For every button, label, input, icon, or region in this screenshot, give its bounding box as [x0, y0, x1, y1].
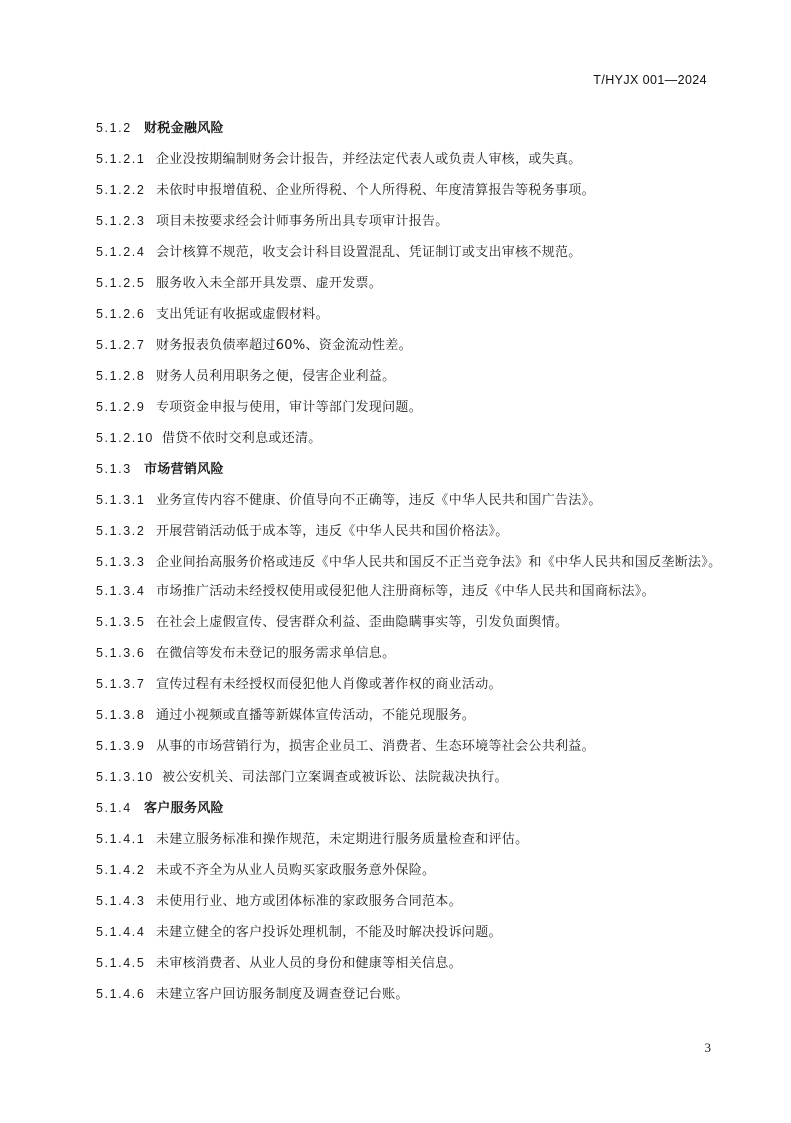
clause-number: 5.1.4.3 — [96, 894, 146, 908]
clause-number: 5.1.2.4 — [96, 245, 146, 259]
clause-item — [96, 581, 736, 602]
clause-text: 服务收入未全部开具发票、虚开发票。 — [156, 276, 383, 291]
clause-item — [96, 366, 736, 387]
clause-item — [96, 211, 736, 232]
clause-item — [96, 922, 736, 943]
clause-text: 未建立健全的客户投诉处理机制，不能及时解决投诉问题。 — [156, 925, 502, 940]
section-number: 5.1.3 — [96, 462, 132, 476]
section-heading — [96, 118, 736, 139]
clause-text: 宣传过程有未经授权而侵犯他人肖像或著作权的商业活动。 — [156, 677, 502, 692]
clause-text: 未依时申报增值税、企业所得税、个人所得税、年度清算报告等税务事项。 — [156, 183, 595, 198]
clause-item — [96, 674, 736, 695]
clause-number: 5.1.2.9 — [96, 400, 146, 414]
clause-text: 在社会上虚假宣传、侵害群众利益、歪曲隐瞒事实等，引发负面舆情。 — [156, 615, 569, 630]
clause-number: 5.1.4.5 — [96, 956, 146, 970]
section-heading — [96, 798, 736, 819]
clause-item — [96, 705, 736, 726]
clause-text: 未审核消费者、从业人员的身份和健康等相关信息。 — [156, 956, 462, 971]
clause-number: 5.1.3.7 — [96, 677, 146, 691]
clause-text: 财务人员利用职务之便，侵害企业利益。 — [156, 369, 396, 384]
clause-text: 借贷不依时交利息或还清。 — [162, 431, 322, 446]
clause-text: 市场推广活动未经授权使用或侵犯他人注册商标等，违反《中华人民共和国商标法》。 — [156, 584, 655, 599]
clause-text: 未建立服务标准和操作规范，未定期进行服务质量检查和评估。 — [156, 832, 529, 847]
clause-text: 企业间抬高服务价格或违反《中华人民共和国反不正当竞争法》和《中华人民共和国反垄断法》。 — [156, 555, 722, 570]
clause-number: 5.1.3.1 — [96, 493, 146, 507]
clause-number: 5.1.4.4 — [96, 925, 146, 939]
clause-number: 5.1.2.10 — [96, 431, 154, 445]
clause-number: 5.1.2.3 — [96, 214, 146, 228]
clause-number: 5.1.4.1 — [96, 832, 146, 846]
clause-item — [96, 643, 736, 664]
clause-text: 项目未按要求经会计师事务所出具专项审计报告。 — [156, 214, 449, 229]
clause-number: 5.1.3.9 — [96, 739, 146, 753]
clause-text: 被公安机关、司法部门立案调查或被诉讼、法院裁决执行。 — [162, 770, 508, 785]
clause-item — [96, 829, 736, 850]
clause-number: 5.1.3.3 — [96, 555, 146, 569]
clause-number: 5.1.4.2 — [96, 863, 146, 877]
clause-item — [96, 335, 736, 356]
clause-text: 会计核算不规范，收支会计科目设置混乱、凭证制订或支出审核不规范。 — [156, 245, 582, 260]
clause-item — [96, 304, 736, 325]
clause-item — [96, 397, 736, 418]
clause-item — [96, 860, 736, 881]
clause-text: 在微信等发布未登记的服务需求单信息。 — [156, 646, 396, 661]
clause-number: 5.1.3.10 — [96, 770, 154, 784]
clause-number: 5.1.3.2 — [96, 524, 146, 538]
clause-number: 5.1.2.7 — [96, 338, 146, 352]
clause-text: 未建立客户回访服务制度及调查登记台账。 — [156, 987, 409, 1002]
clause-number: 5.1.3.4 — [96, 584, 146, 598]
clause-text: 业务宣传内容不健康、价值导向不正确等，违反《中华人民共和国广告法》。 — [156, 493, 602, 508]
section-heading — [96, 459, 736, 480]
clause-item — [96, 521, 736, 542]
clause-text: 从事的市场营销行为，损害企业员工、消费者、生态环境等社会公共利益。 — [156, 739, 595, 754]
clause-number: 5.1.2.6 — [96, 307, 146, 321]
page-number: 3 — [704, 1040, 711, 1055]
clause-item — [96, 428, 736, 449]
clause-item — [96, 891, 736, 912]
clause-text: 企业没按期编制财务会计报告，并经法定代表人或负责人审核，或失真。 — [156, 152, 582, 167]
clause-item — [96, 242, 736, 263]
document-body — [96, 118, 736, 1015]
clause-item — [96, 552, 736, 573]
section-title: 市场营销风险 — [144, 462, 224, 477]
clause-text: 未使用行业、地方或团体标准的家政服务合同范本。 — [156, 894, 462, 909]
clause-text: 财务报表负债率超过60%、资金流动性差。 — [156, 338, 412, 353]
clause-number: 5.1.3.5 — [96, 615, 146, 629]
section-title: 客户服务风险 — [144, 801, 224, 816]
clause-text: 支出凭证有收据或虚假材料。 — [156, 307, 329, 322]
clause-item — [96, 984, 736, 1005]
clause-number: 5.1.3.8 — [96, 708, 146, 722]
clause-item — [96, 490, 736, 511]
clause-item — [96, 736, 736, 757]
clause-item — [96, 273, 736, 294]
clause-number: 5.1.2.2 — [96, 183, 146, 197]
document-code: T/HYJX 001—2024 — [593, 73, 707, 87]
clause-number: 5.1.3.6 — [96, 646, 146, 660]
clause-item — [96, 612, 736, 633]
clause-item — [96, 180, 736, 201]
clause-number: 5.1.2.5 — [96, 276, 146, 290]
section-number: 5.1.2 — [96, 121, 132, 135]
clause-number: 5.1.2.8 — [96, 369, 146, 383]
clause-text: 专项资金申报与使用，审计等部门发现问题。 — [156, 400, 423, 415]
clause-number: 5.1.4.6 — [96, 987, 146, 1001]
clause-number: 5.1.2.1 — [96, 152, 146, 166]
section-number: 5.1.4 — [96, 801, 132, 815]
clause-text: 通过小视频或直播等新媒体宣传活动，不能兑现服务。 — [156, 708, 476, 723]
section-title: 财税金融风险 — [144, 121, 224, 136]
clause-text: 未或不齐全为从业人员购买家政服务意外保险。 — [156, 863, 436, 878]
clause-text: 开展营销活动低于成本等，违反《中华人民共和国价格法》。 — [156, 524, 509, 539]
clause-item — [96, 767, 736, 788]
clause-item — [96, 149, 736, 170]
clause-item — [96, 953, 736, 974]
